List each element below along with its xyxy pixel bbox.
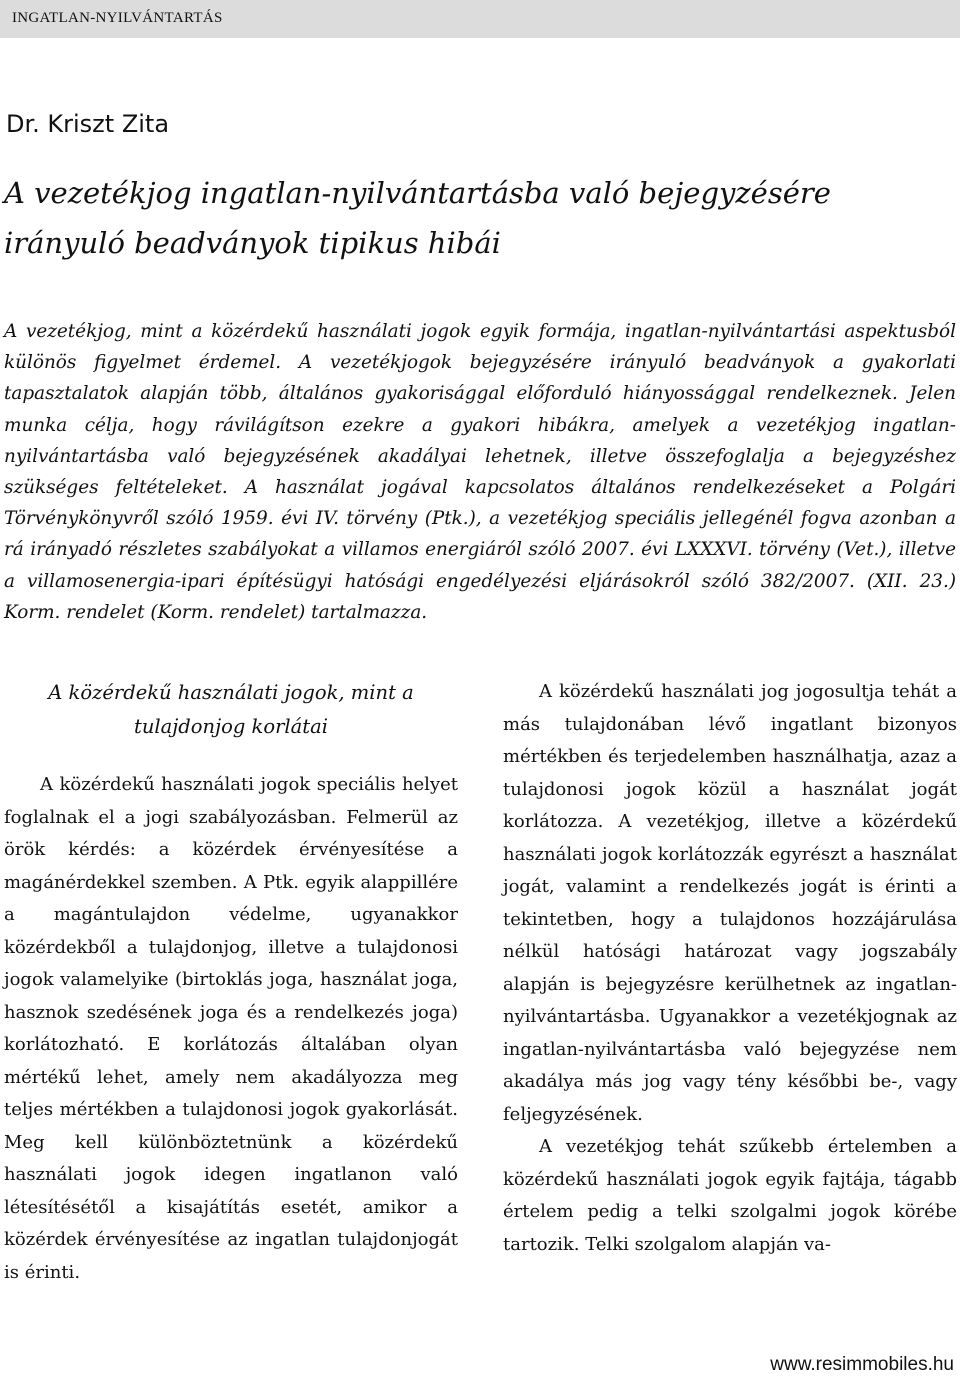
- footer-url: www.resimmobiles.hu: [770, 1354, 954, 1375]
- section-label: INGATLAN-NYILVÁNTARTÁS: [12, 10, 223, 26]
- article-title: A vezetékjog ingatlan-nyilvántartásba való bejegyzésére irányuló beadványok tipikus hibái: [4, 176, 831, 260]
- author-name: Dr. Kriszt Zita: [6, 110, 170, 138]
- body-paragraph: A közérdekű használati jogok speciális helyet foglalnak el a jogi szabályozásban. Felmerül az örök kérdés: a közérdek érvényesítése a magánérdekkel szemben. A Ptk. egyik alappillére a magántulajdon védelme, ugyanakkor közérdekből a tulajdonjog, illetve a tulajdonosi jogok valamelyike (birtoklás joga, használat joga, hasznok szedésének joga és a rendelkezés joga) korlátozható. E korlátozás általában olyan mértékű lehet, amely nem akadályozza meg teljes mértékben a tulajdonosi jogok gyakorlását. Meg kell különböztetnünk a közérdekű használati jogok idegen ingatlanon való létesítésétől a kisajátítás esetét, amikor a közérdek érvényesítése az ingatlan tulajdonjogát is érinti.: [4, 774, 458, 1283]
- body-paragraph: A vezetékjog tehát szűkebb értelemben a közérdekű használati jogok egyik fajtája, tágabb értelem pedig a telki szolgalmi jogok körébe tartozik. Telki szolgalom alapján va-: [503, 1136, 957, 1255]
- section-header-bar: [0, 0, 960, 38]
- article-abstract: A vezetékjog, mint a közérdekű használati jogok egyik formája, ingatlan-nyilvántartási aspektusból különös figyelmet érdemel. A vezetékjogok bejegyzésére irányuló beadványok a gyakorlati tapasztalatok alapján több, általános gyakorisággal előforduló hiányossággal rendelkeznek. Jelen munka célja, hogy rávilágítson ezekre a gyakori hibákra, amelyek a vezetékjog ingatlan-nyilvántartásba való bejegyzésének akadályai lehetnek, illetve összefoglalja a bejegyzéshez szükséges feltételeket. A használat jogával kapcsolatos általános rendelkezéseket a Polgári Törvénykönyvről szóló 1959. évi IV. törvény (Ptk.), a vezetékjog speciális jellegénél fogva azonban a rá irányadó részletes szabályokat a villamos energiáról szóló 2007. évi LXXXVI. törvény (Vet.), illetve a villamosenergia-ipari építésügyi hatósági engedélyezési eljárásokról szóló 382/2007. (XII. 23.) Korm. rendelet (Korm. rendelet) tartalmazza.: [4, 321, 956, 623]
- section-subheading: A közérdekű használati jogok, mint a tulajdonjog korlátai: [48, 681, 414, 738]
- body-paragraph: A közérdekű használati jog jogosultja tehát a más tulajdonában lévő ingatlant bizonyos mértékben és terjedelemben használhatja, azaz a tulajdonosi jogok közül a használat jogát korlátozza. A vezetékjog, illetve a közérdekű használati jogok korlátozzák egyrészt a használat jogát, valamint a rendelkezés jogát is érinti a tekintetben, hogy a tulajdonos hozzájárulása nélkül hatósági határozat vagy jogszabály alapján is bejegyzésre kerülhetnek az ingatlan-nyilvántartásba. Ugyanakkor a vezetékjognak az ingatlan-nyilvántartásba való bejegyzése nem akadálya más jog vagy tény későbbi be-, vagy feljegyzésének.: [503, 681, 957, 1125]
- left-column: [4, 676, 458, 1289]
- right-column: [503, 676, 957, 1261]
